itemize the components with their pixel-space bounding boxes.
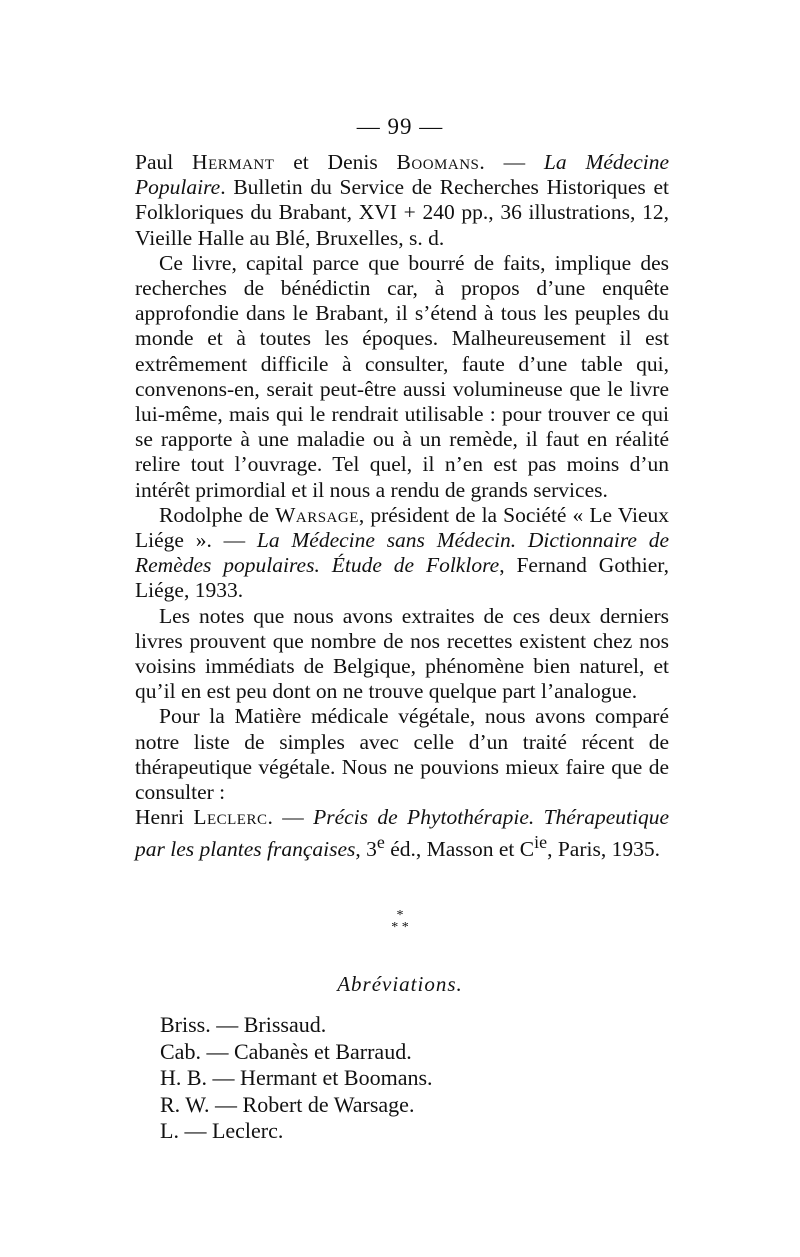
book-title: Précis de Phytothérapie. Thérapeutique par les plantes françaises	[135, 805, 670, 862]
abbreviation-item: R. W. — Robert de Warsage.	[160, 1091, 415, 1117]
abbreviation-item: Cab. — Cabanès et Barraud.	[160, 1038, 412, 1064]
page-number: — 99 —	[356, 114, 444, 139]
page-body	[135, 150, 669, 863]
author-first: Rodolphe de	[159, 502, 276, 527]
author-connector: et Denis	[274, 150, 397, 174]
author-surname: Hermant	[192, 150, 275, 174]
author-affiliation: , président de la Société « Le Vieux Liége ». —	[135, 502, 669, 553]
reference-details: , Fernand Gothier, Liége, 1933.	[135, 553, 669, 603]
author-first: Paul	[135, 150, 193, 174]
notes-paragraph: Les notes que nous avons extraites de ces deux derniers livres prouvent que nombre de nos recettes existent chez nos voisins immédiats de Belgique, phénomène bien naturel, et qu’il en est peu dont on ne trouve quelque part l’analogue.	[135, 603, 669, 704]
company-superscript: ie	[534, 832, 548, 853]
book-title: La Médecine Populaire	[135, 150, 670, 200]
separator: . —	[479, 150, 544, 174]
separator: . —	[267, 805, 314, 830]
asterism-bottom: * *	[391, 920, 409, 935]
author-surname: Warsage	[275, 502, 359, 527]
abbreviations-heading: Abréviations.	[337, 972, 463, 996]
abbreviation-item: Briss. — Brissaud.	[160, 1012, 327, 1037]
edition-superscript: e	[376, 832, 385, 853]
reference-leclerc	[135, 805, 669, 863]
matiere-paragraph: Pour la Matière médicale végétale, nous avons comparé notre liste de simples avec celle d’un traité récent de thérapeutique végétale. Nous ne pouvions mieux faire que de consulter :	[135, 704, 669, 805]
edition-prefix: , 3	[355, 837, 377, 862]
reference-hermant-boomans	[135, 150, 669, 251]
review-paragraph: Ce livre, capital parce que bourré de faits, implique des recherches de bénédictin car, à propos d’une enquête approfondie dans le Brabant, il s’étend à tous les peuples du monde et à toutes les époques. Malheureusement il est extrêmement difficile à consulter, faute d’une table qui, convenons-en, serait peut-être aussi volumineuse que le livre lui-même, mais qui le rendrait utilisable : pour trouver ce qui se rapporte à une maladie ou à un remède, il faut en réalité relire tout l’ouvrage. Tel quel, il n’en est pas moins d’un intérêt primordial et il nous a rendu de grands services.	[135, 250, 669, 502]
author-surname: Boomans	[396, 150, 480, 174]
author-surname: Leclerc	[193, 805, 268, 830]
abbreviation-item: L. — Leclerc.	[160, 1118, 284, 1143]
publisher: éd., Masson et C	[384, 837, 535, 862]
reference-details: , Paris, 1935.	[547, 837, 660, 862]
asterism-top: *	[396, 908, 404, 923]
abbreviation-item: H. B. — Hermant et Boomans.	[160, 1065, 433, 1090]
book-title: La Médecine sans Médecin. Dictionnaire de Remèdes populaires. Étude de Folklore	[135, 528, 669, 578]
abbreviations-list	[160, 1012, 580, 1145]
reference-warsage	[135, 503, 669, 604]
reference-details: . Bulletin du Service de Recherches Historiques et Folkloriques du Brabant, XVI + 240 pp., 36 illustrations, 12, Vieille Halle au Blé, Bruxelles, s. d.	[135, 175, 669, 250]
asterism-ornament	[0, 910, 800, 934]
author-first: Henri	[135, 805, 194, 830]
